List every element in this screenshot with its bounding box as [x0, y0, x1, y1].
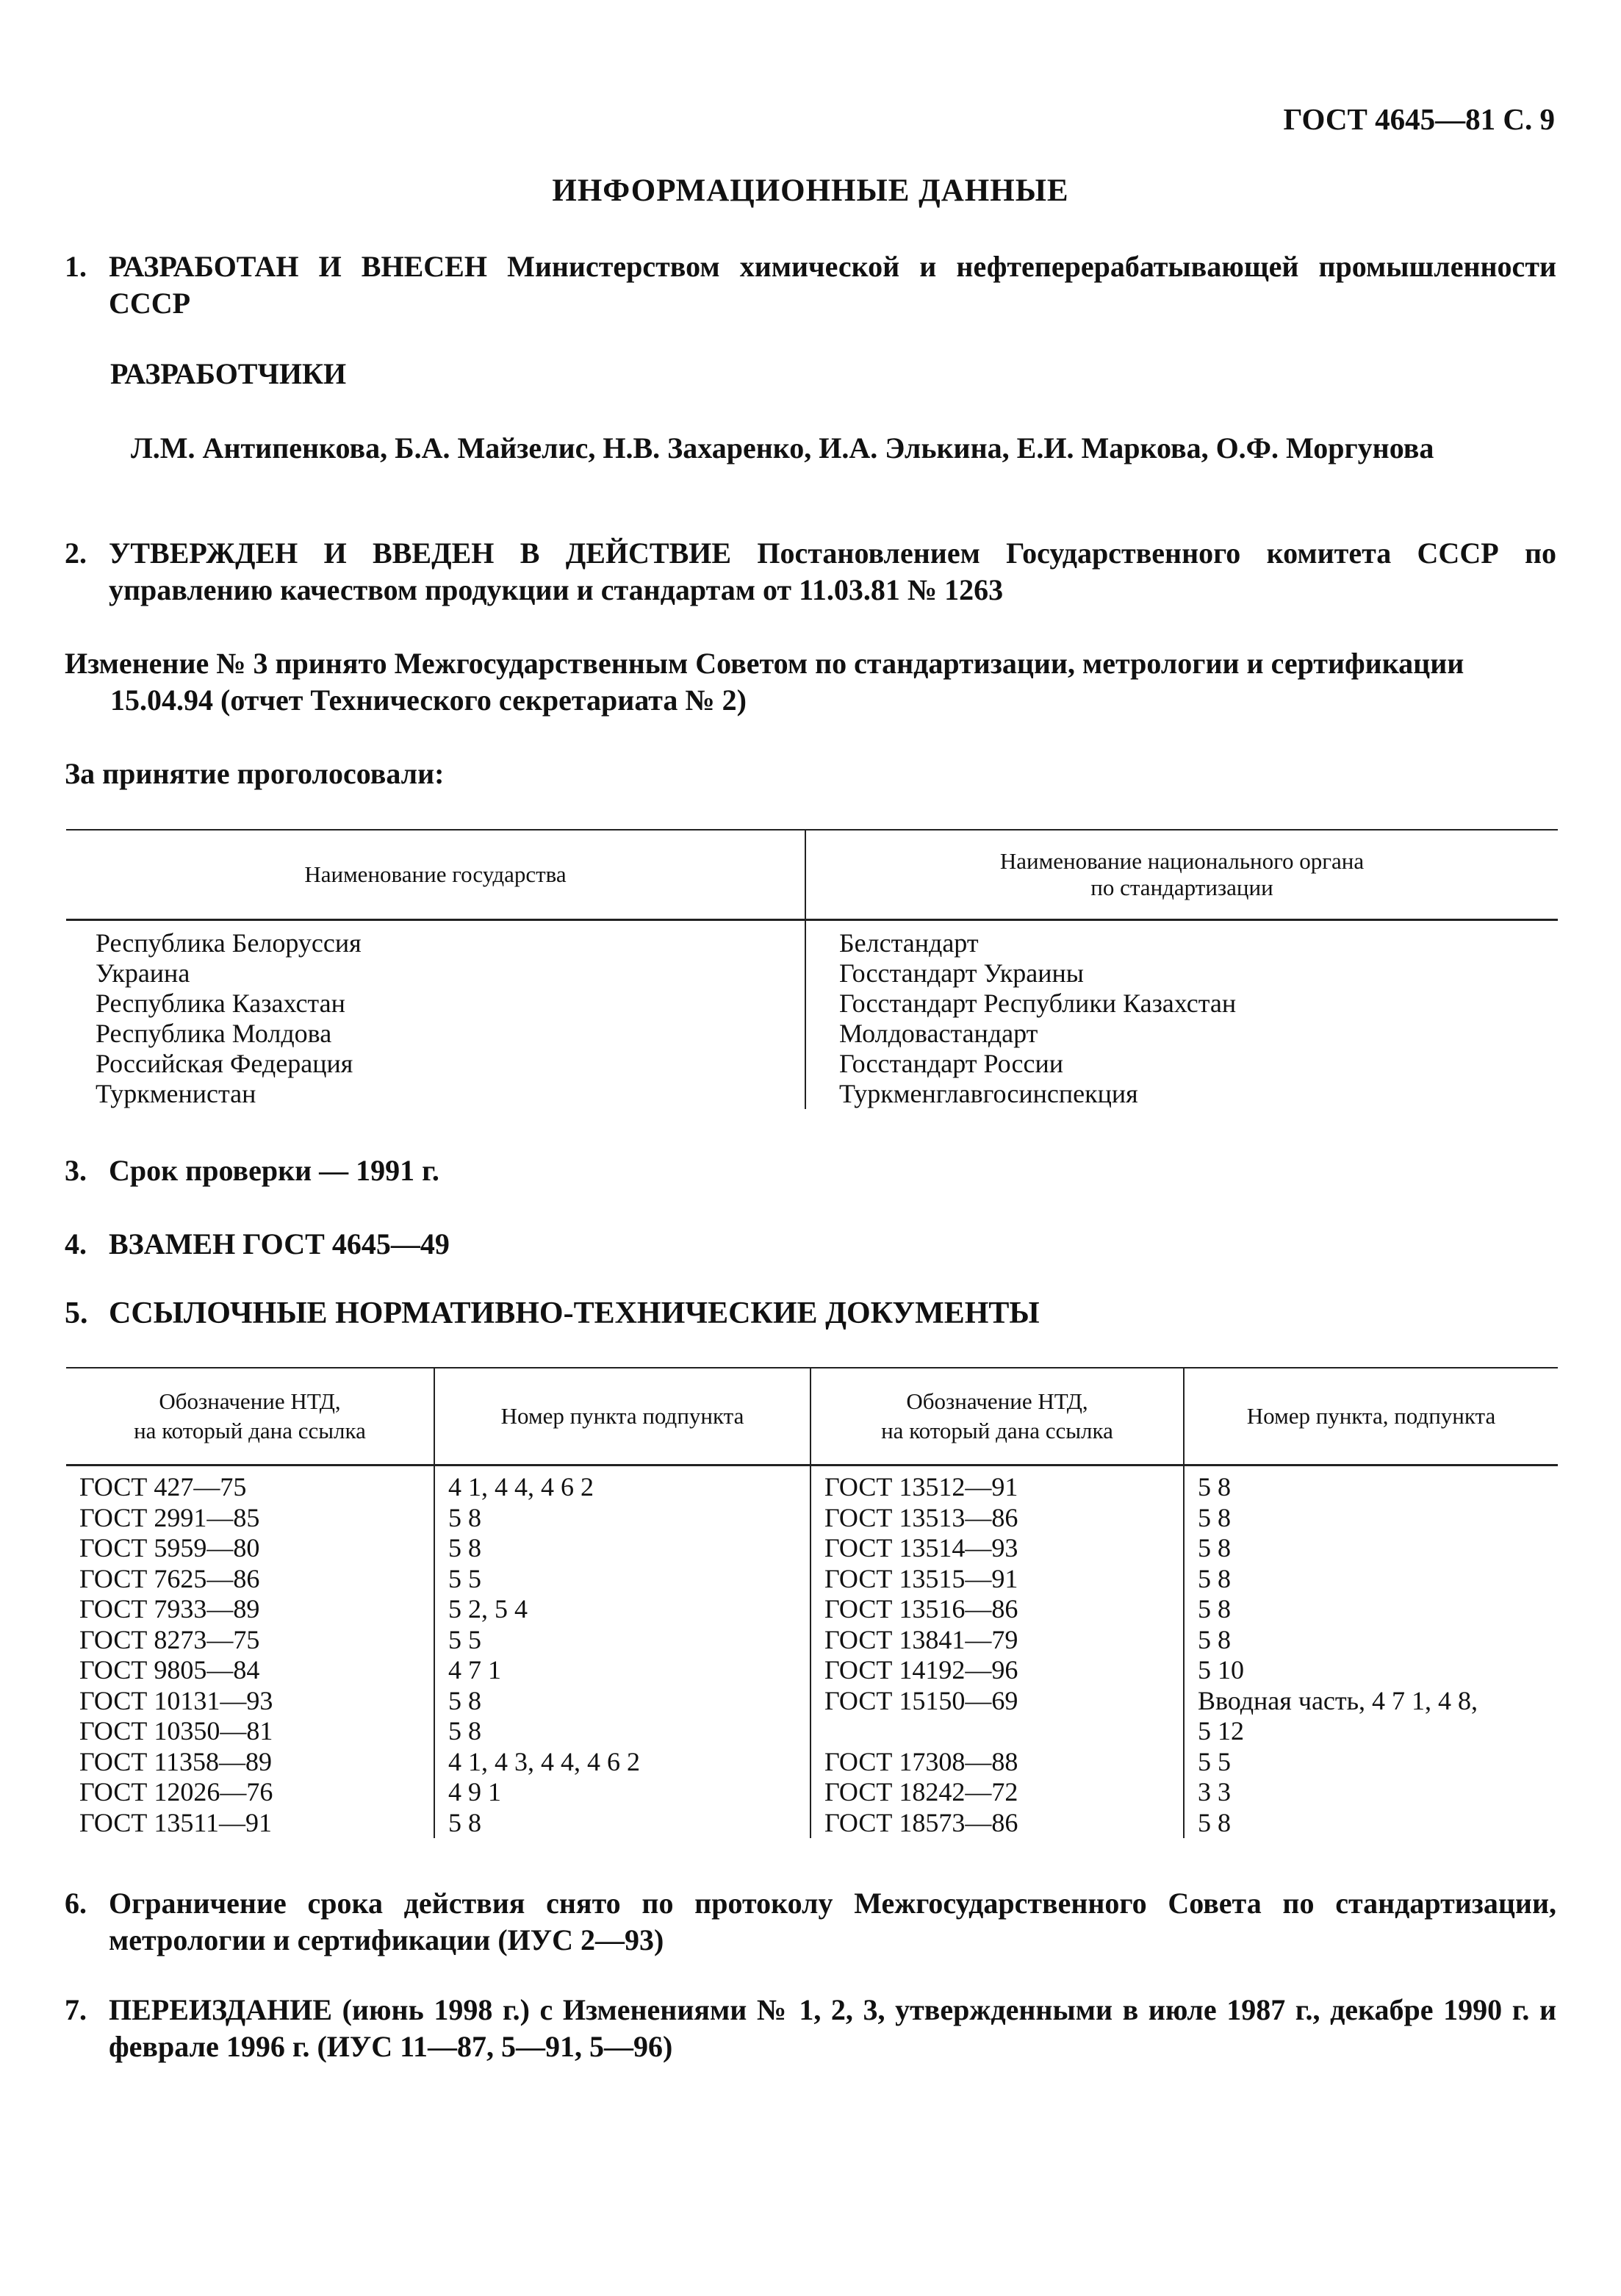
ref-doc-left: ГОСТ 9805—84 [66, 1655, 434, 1686]
page-title: ИНФОРМАЦИОННЫЕ ДАННЫЕ [552, 173, 1069, 208]
states-col-body-line2: по стандартизации [1090, 875, 1273, 900]
item-2-body: Постановлением Государственного комитета СССР по управлению качеством продукции и стандартам от 11.03.81 № 1263 [109, 537, 1557, 606]
ref-doc-left: ГОСТ 7933—89 [66, 1594, 434, 1625]
table-row [66, 1686, 1558, 1717]
item-6-number: 6. [65, 1887, 87, 1920]
references-table-header [66, 1368, 1558, 1466]
item-3-number: 3. [65, 1154, 87, 1187]
standards-body: Госстандарт Республики Казахстан [839, 989, 1237, 1018]
ref-doc-right: ГОСТ 18573—86 [810, 1808, 1184, 1839]
item-7-text: ПЕРЕИЗДАНИЕ (июнь 1998 г.) с Изменениями № 1, 2, 3, утвержденными в июле 1987 г., декабре 1990 г. и феврале 1996 г. (ИУС 11—87, 5—91, 5—96) [109, 1993, 1556, 2063]
amendment-line-2: 15.04.94 (отчет Технического секретариата № 2) [110, 684, 747, 717]
item-1-body: Министерством химической и нефтеперерабатывающей промышленности СССР [109, 250, 1557, 320]
ref-clause-right: 5 8 [1198, 1807, 1231, 1837]
references-table [66, 1367, 1558, 1838]
item-2-text [65, 535, 1556, 609]
ref-doc-left: ГОСТ 427—75 [66, 1466, 434, 1503]
ref-clause-right: 5 8 [1198, 1563, 1231, 1593]
state-name: Республика Белоруссия [66, 920, 805, 959]
item-5-text: ССЫЛОЧНЫЕ НОРМАТИВНО-ТЕХНИЧЕСКИЕ ДОКУМЕНТЫ [109, 1296, 1040, 1330]
state-name: Российская Федерация [66, 1049, 805, 1079]
developers-names: Л.М. Антипенкова, Б.А. Майзелис, Н.В. Захаренко, И.А. Элькина, Е.И. Маркова, О.Ф. Моргунова [131, 431, 1434, 464]
ref-doc-left: ГОСТ 10131—93 [66, 1686, 434, 1717]
item-6-text: Ограничение срока действия снято по протоколу Межгосударственного Совета по стандартизации, метрологии и сертификации (ИУС 2—93) [109, 1887, 1556, 1956]
table-row [66, 1747, 1558, 1778]
ref-clause-left: 4 7 1 [434, 1655, 810, 1686]
item-5 [65, 1295, 1556, 1332]
item-2-lead: УТВЕРЖДЕН И ВВЕДЕН В ДЕЙСТВИЕ [109, 537, 732, 570]
table-row [66, 920, 1558, 959]
ref-clause-left: 4 1, 4 3, 4 4, 4 6 2 [434, 1747, 810, 1778]
ref-doc-left: ГОСТ 13511—91 [66, 1808, 434, 1839]
ref-clause-left: 4 1, 4 4, 4 6 2 [434, 1466, 810, 1503]
ref-doc-right: ГОСТ 13512—91 [810, 1466, 1184, 1503]
ref-clause-right: 5 8 [1198, 1624, 1231, 1654]
table-row [66, 958, 1558, 989]
ref-clause-left: 5 5 [434, 1564, 810, 1595]
table-row [66, 1625, 1558, 1656]
ref-doc-right: ГОСТ 13841—79 [810, 1625, 1184, 1656]
table-row [66, 1594, 1558, 1625]
page-header-ref: ГОСТ 4645—81 С. 9 [1283, 102, 1555, 136]
item-1-text [65, 248, 1556, 322]
ref-doc-right: ГОСТ 13515—91 [810, 1564, 1184, 1595]
references-table-body [66, 1466, 1558, 1839]
table-row [66, 1533, 1558, 1564]
table-row [66, 1655, 1558, 1686]
table-row [66, 1049, 1558, 1079]
refs-col-doc-right-line2: на который дана ссылка [881, 1418, 1113, 1443]
ref-doc-right: ГОСТ 17308—88 [810, 1747, 1184, 1778]
item-1-number: 1. [65, 250, 87, 283]
item-3-text: Срок проверки — 1991 г. [109, 1154, 439, 1187]
states-col-body-line1: Наименование национального органа [999, 848, 1365, 874]
item-4 [65, 1226, 1556, 1263]
item-7 [65, 1992, 1556, 2065]
ref-doc-right: ГОСТ 18242—72 [810, 1777, 1184, 1808]
refs-col-doc-left-line2: на который дана ссылка [134, 1418, 366, 1443]
standards-body: Госстандарт России [839, 1049, 1063, 1078]
standards-body: Молдовастандарт [839, 1019, 1038, 1048]
item-6 [65, 1885, 1556, 1959]
amendment-line-1: Изменение № 3 принято Межгосударственным Советом по стандартизации, метрологии и сертификации [65, 647, 1464, 680]
refs-col-doc-right [810, 1368, 1184, 1466]
ref-doc-left: ГОСТ 12026—76 [66, 1777, 434, 1808]
ref-doc-left: ГОСТ 10350—81 [66, 1716, 434, 1747]
refs-col-doc-right-line1: Обозначение НТД, [906, 1388, 1088, 1414]
ref-clause-left: 5 2, 5 4 [434, 1594, 810, 1625]
states-col-body [805, 830, 1558, 920]
table-row [66, 1466, 1558, 1503]
ref-doc-right: ГОСТ 14192—96 [810, 1655, 1184, 1686]
ref-clause-left: 5 5 [434, 1625, 810, 1656]
state-name: Республика Казахстан [66, 989, 805, 1019]
ref-clause-right: 5 10 [1198, 1655, 1244, 1685]
refs-col-clause-right: Номер пункта, подпункта [1184, 1368, 1558, 1466]
states-table [66, 829, 1558, 1109]
item-2 [65, 535, 1556, 609]
ref-clause-left: 5 8 [434, 1808, 810, 1839]
ref-clause-left: 5 8 [434, 1716, 810, 1747]
ref-clause-left: 5 8 [434, 1686, 810, 1717]
item-4-text: ВЗАМЕН ГОСТ 4645—49 [109, 1227, 450, 1260]
ref-doc-left: ГОСТ 7625—86 [66, 1564, 434, 1595]
ref-clause-right: 5 8 [1198, 1472, 1231, 1502]
ref-doc-right: ГОСТ 15150—69 [810, 1686, 1184, 1717]
ref-doc-left: ГОСТ 2991—85 [66, 1503, 434, 1534]
ref-clause-right: 5 8 [1198, 1533, 1231, 1563]
standards-body: Туркменглавгосинспекция [839, 1079, 1138, 1108]
ref-clause-left: 4 9 1 [434, 1777, 810, 1808]
refs-col-clause-left: Номер пункта подпункта [434, 1368, 810, 1466]
ref-clause-right: 5 8 [1198, 1502, 1231, 1532]
state-name: Украина [66, 958, 805, 989]
ref-clause-right: 3 3 [1198, 1777, 1231, 1807]
ref-clause-right: 5 8 [1198, 1594, 1231, 1624]
state-name: Туркменистан [66, 1079, 805, 1109]
item-7-number: 7. [65, 1993, 87, 2026]
item-1 [65, 248, 1556, 322]
table-row [66, 1564, 1558, 1595]
table-row [66, 989, 1558, 1019]
ref-clause-left: 5 8 [434, 1533, 810, 1564]
ref-doc-right: ГОСТ 13516—86 [810, 1594, 1184, 1625]
ref-doc-right [810, 1716, 1184, 1747]
table-row [66, 1716, 1558, 1747]
standards-body: Белстандарт [839, 928, 979, 958]
ref-doc-right: ГОСТ 13513—86 [810, 1503, 1184, 1534]
states-table-header [66, 830, 1558, 920]
item-3 [65, 1152, 1556, 1189]
table-row [66, 1808, 1558, 1839]
table-row [66, 1777, 1558, 1808]
developers-heading: РАЗРАБОТЧИКИ [110, 357, 347, 390]
table-row [66, 1079, 1558, 1109]
ref-clause-right: Вводная часть, 4 7 1, 4 8, [1198, 1685, 1478, 1715]
refs-col-doc-left-line1: Обозначение НТД, [159, 1388, 341, 1414]
voted-label: За принятие проголосовали: [65, 757, 445, 790]
refs-col-doc-left [66, 1368, 434, 1466]
states-col-state: Наименование государства [66, 830, 805, 920]
standards-body: Госстандарт Украины [839, 958, 1084, 988]
item-4-number: 4. [65, 1227, 87, 1260]
ref-doc-right: ГОСТ 13514—93 [810, 1533, 1184, 1564]
ref-doc-left: ГОСТ 5959—80 [66, 1533, 434, 1564]
ref-doc-left: ГОСТ 8273—75 [66, 1625, 434, 1656]
item-1-lead: РАЗРАБОТАН И ВНЕСЕН [109, 250, 487, 283]
table-row [66, 1019, 1558, 1049]
ref-clause-right: 5 5 [1198, 1746, 1231, 1776]
item-5-number: 5. [65, 1296, 88, 1330]
ref-clause-left: 5 8 [434, 1503, 810, 1534]
state-name: Республика Молдова [66, 1019, 805, 1049]
item-2-number: 2. [65, 537, 87, 570]
ref-doc-left: ГОСТ 11358—89 [66, 1747, 434, 1778]
table-row [66, 1503, 1558, 1534]
ref-clause-right: 5 12 [1198, 1716, 1244, 1746]
